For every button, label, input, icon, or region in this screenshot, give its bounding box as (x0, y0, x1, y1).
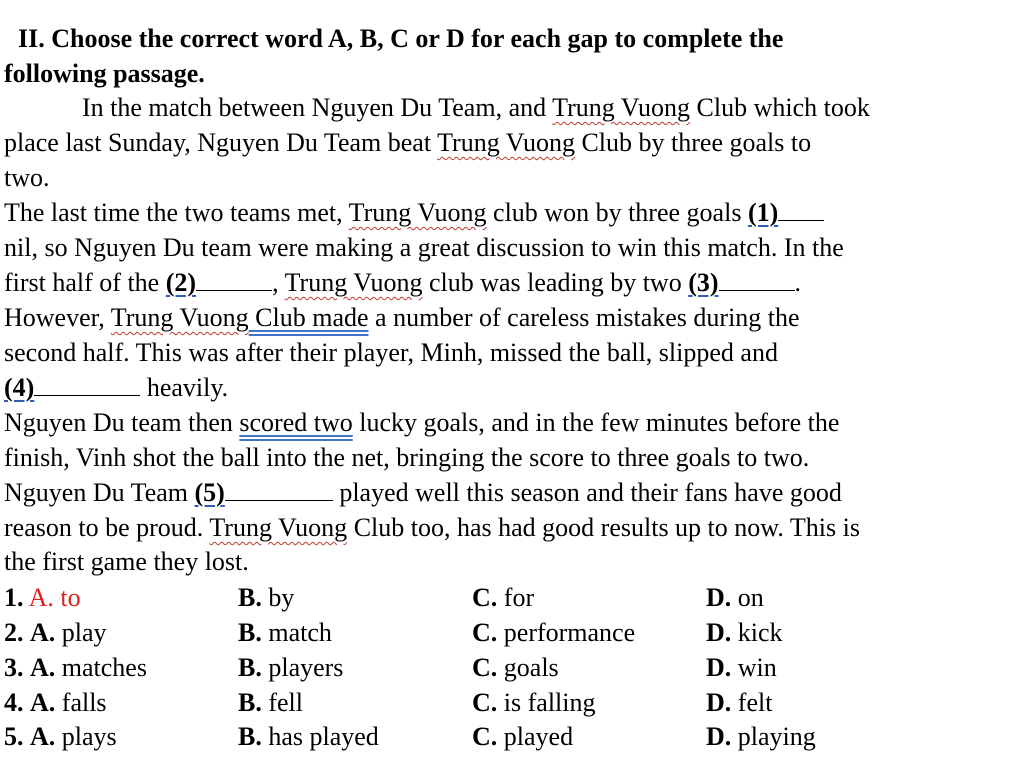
passage-line (4, 198, 824, 228)
option-text: playing (731, 722, 816, 751)
option-text: performance (497, 618, 636, 647)
option-text: goals (497, 653, 559, 682)
option-4a[interactable] (4, 688, 107, 718)
passage-line (4, 408, 839, 438)
option-letter: A. (30, 618, 56, 647)
gap-blank-5 (225, 478, 333, 501)
proper-noun: Trung Vuong (284, 268, 423, 297)
option-text: has played (261, 722, 379, 751)
option-3a[interactable] (4, 653, 147, 683)
option-letter: A. (30, 722, 56, 751)
option-text: win (731, 653, 777, 682)
option-text: plays (55, 722, 117, 751)
passage-line (4, 268, 801, 298)
option-letter: C. (472, 618, 498, 647)
text: Club by three goals to (574, 128, 812, 157)
option-letter: D. (706, 583, 732, 612)
option-1b[interactable] (238, 583, 294, 613)
option-4b[interactable] (238, 688, 303, 718)
option-text: kick (731, 618, 783, 647)
text: . (794, 268, 802, 297)
proper-noun: Trung Vuong (209, 513, 348, 542)
passage-line: finish, Vinh shot the ball into the net, bringing the score to three goals to two. (4, 443, 810, 472)
question-number: 1. (4, 583, 24, 612)
gap-number-2: (2) (165, 268, 197, 297)
text: The last time the two teams met, (4, 198, 349, 227)
option-5b[interactable] (238, 722, 379, 752)
text: a number of careless mistakes during the (368, 303, 800, 332)
text: Nguyen Du team then (4, 408, 240, 437)
option-2b[interactable] (238, 618, 332, 648)
passage-line (82, 93, 870, 123)
option-letter: D. (706, 688, 732, 717)
option-letter: D. (706, 722, 732, 751)
underlined-phrase: scored two (239, 408, 353, 437)
text: heavily. (140, 373, 229, 402)
heading-line-2: following passage. (4, 59, 205, 88)
option-text: to (53, 583, 81, 612)
proper-noun: Trung Vuong (552, 93, 691, 122)
option-4c[interactable] (472, 688, 596, 718)
gap-blank-4 (34, 373, 140, 396)
option-2a[interactable] (4, 618, 107, 648)
option-1a[interactable] (4, 583, 81, 613)
option-text: play (55, 618, 107, 647)
gap-number-1: (1) (747, 198, 779, 227)
option-letter: C. (472, 722, 498, 751)
gap-blank-1 (778, 198, 824, 221)
option-letter: B. (238, 583, 262, 612)
option-letter: B. (238, 653, 262, 682)
question-number: 5. (4, 722, 24, 751)
option-3d[interactable] (706, 653, 777, 683)
proper-noun: Trung Vuong (110, 303, 249, 332)
text: Club too, has had good results up to now. This is (347, 513, 860, 542)
proper-noun: Trung Vuong (437, 128, 575, 157)
text: reason to be proud. (4, 513, 210, 542)
text: , (272, 268, 285, 297)
option-letter: B. (238, 688, 262, 717)
gap-number-3: (3) (688, 268, 719, 297)
option-letter: C. (472, 653, 498, 682)
option-letter: B. (238, 618, 262, 647)
option-2c[interactable] (472, 618, 635, 648)
heading-line-1: II. Choose the correct word A, B, C or D for each gap to complete the (18, 24, 784, 53)
passage-line (4, 373, 228, 403)
question-number: 4. (4, 688, 24, 717)
text: played well this season and their fans have good (332, 478, 842, 507)
question-number: 2. (4, 618, 24, 647)
option-letter: D. (706, 618, 732, 647)
option-5a[interactable] (4, 722, 117, 752)
proper-noun: Trung Vuong (348, 198, 487, 227)
underlined-phrase: Club made (248, 303, 369, 332)
option-text: is falling (497, 688, 596, 717)
option-letter: A. (28, 583, 54, 612)
option-text: played (497, 722, 574, 751)
option-letter: A. (30, 688, 56, 717)
option-text: falls (55, 688, 107, 717)
gap-number-4: (4) (4, 373, 35, 402)
text: place last Sunday, Nguyen Du Team beat (4, 128, 438, 157)
option-text: match (261, 618, 332, 647)
passage-line: second half. This was after their player, Minh, missed the ball, slipped and (4, 338, 778, 367)
option-5c[interactable] (472, 722, 573, 752)
option-text: matches (55, 653, 147, 682)
option-3b[interactable] (238, 653, 343, 683)
text: first half of the (4, 268, 166, 297)
question-number: 3. (4, 653, 24, 682)
option-text: felt (731, 688, 773, 717)
text: However, (4, 303, 111, 332)
option-letter: C. (472, 688, 498, 717)
option-3c[interactable] (472, 653, 559, 683)
gap-number-5: (5) (194, 478, 225, 507)
option-2d[interactable] (706, 618, 783, 648)
option-letter: A. (30, 653, 56, 682)
option-letter: D. (706, 653, 732, 682)
passage-line: two. (4, 163, 50, 192)
option-text: fell (261, 688, 303, 717)
text: club won by three goals (486, 198, 748, 227)
passage-line: nil, so Nguyen Du team were making a great discussion to win this match. In the (4, 233, 844, 262)
text: In the match between Nguyen Du Team, and (82, 93, 553, 122)
passage-line (4, 513, 860, 543)
option-letter: B. (238, 722, 262, 751)
option-text: for (497, 583, 535, 612)
option-4d[interactable] (706, 688, 772, 718)
option-1c[interactable] (472, 583, 534, 613)
gap-blank-2 (196, 268, 272, 291)
text: club was leading by two (422, 268, 689, 297)
option-letter: C. (472, 583, 498, 612)
gap-blank-3 (719, 268, 795, 291)
passage-line: the first game they lost. (4, 547, 249, 576)
option-text: by (261, 583, 295, 612)
text: Club which took (690, 93, 870, 122)
text: lucky goals, and in the few minutes before the (352, 408, 840, 437)
option-text: players (261, 653, 344, 682)
option-5d[interactable] (706, 722, 816, 752)
text: Nguyen Du Team (4, 478, 195, 507)
passage-line (4, 128, 811, 158)
passage-line (4, 303, 800, 333)
option-text: on (731, 583, 764, 612)
passage-line (4, 478, 842, 508)
option-1d[interactable] (706, 583, 764, 613)
